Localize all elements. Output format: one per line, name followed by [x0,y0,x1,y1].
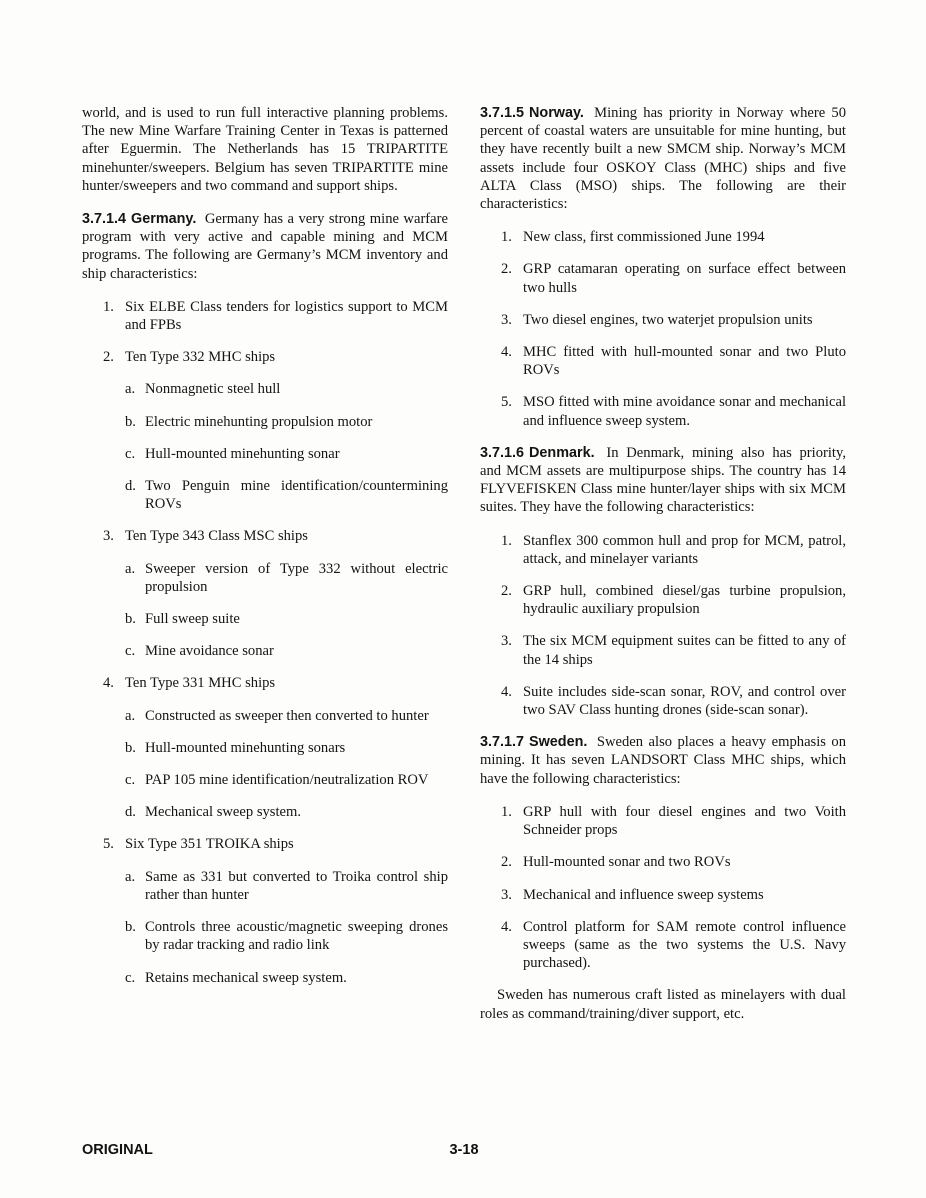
sub-item-text: Mine avoidance sonar [145,643,274,660]
sub-list-item [125,707,448,725]
list-item-text: Hull-mounted sonar and two ROVs [523,854,731,871]
list-item-text: Six Type 351 TROIKA ships [125,836,294,853]
sub-item-text: Two Penguin mine identification/countermining ROVs [145,478,448,513]
section-sweden-paragraph [480,733,846,788]
sub-item-label: a. [125,868,136,885]
sub-item-label: b. [125,739,136,756]
list-item-label: 3. [501,633,512,650]
list-item-label: 1. [501,803,512,820]
list-item-label: 1. [501,229,512,246]
list-item-text: New class, first commissioned June 1994 [523,229,765,246]
list-item [501,853,846,871]
section-germany-paragraph [82,210,448,283]
list-item-text: Control platform for SAM remote control influence sweeps (same as the two systems the U.S. Navy purchased). [523,918,846,972]
continuation-paragraph: world, and is used to run full interactive planning problems. The new Mine Warfare Training Center in Texas is patterned after Eguermin. The Netherlands has 15 TRIPARTITE minehunter/sweepers. Belgium has seven TRIPARTITE mine hunter/sweepers and two command and support ships. [82,105,448,194]
sub-list-item [125,803,448,821]
section-germany [82,210,448,987]
section-denmark-lead-text: In Denmark, mining also has priority, and MCM assets are multipurpose ships. The country has 14 FLYVEFISKEN Class mine hunter/layer ships with six MCM suites. They have the following characteristics: [480,444,846,516]
section-norway-paragraph [480,104,846,213]
list-item [103,835,448,853]
sub-item-text: Hull-mounted minehunting sonars [145,739,346,756]
list-item [501,683,846,719]
sweden-characteristics-list [480,803,846,972]
list-item-label: 4. [103,675,114,692]
section-sweden-number: 3.7.1.7 [480,734,525,751]
list-item-text: MHC fitted with hull-mounted sonar and two Pluto ROVs [523,344,846,379]
sub-item-text: PAP 105 mine identification/neutralization ROV [145,772,429,789]
list-item-label: 1. [501,532,512,549]
section-norway [480,104,846,430]
sub-item-label: c. [125,643,136,660]
sub-item-label: b. [125,611,136,628]
left-column [82,104,448,1038]
section-denmark-number: 3.7.1.6 [480,444,525,461]
sub-list-item [125,380,448,398]
denmark-characteristics-list [480,532,846,720]
sub-list-item [125,868,448,904]
sub-list-item [125,477,448,513]
list-item-text: The six MCM equipment suites can be fitted to any of the 14 ships [523,633,846,668]
list-item-text: Two diesel engines, two waterjet propulsion units [523,311,813,328]
list-item-text: MSO fitted with mine avoidance sonar and mechanical and influence sweep system. [523,394,846,429]
sub-item-label: c. [125,445,136,462]
list-item [501,532,846,568]
list-item-text: GRP hull, combined diesel/gas turbine propulsion, hydraulic auxiliary propulsion [523,583,846,618]
sub-item-label: d. [125,804,136,821]
sub-item-label: a. [125,707,136,724]
section-norway-lead-text: Mining has priority in Norway where 50 percent of coastal waters are unsuitable for mine hunting, but they have recently built a new SMCM ship. Norway’s MCM assets include four OSKOY Class (MHC) ships and five ALTA Class (MSO) ships. The following are their characteristics: [480,105,846,213]
sub-item-text: Nonmagnetic steel hull [145,381,281,398]
sub-list-item [125,739,448,757]
list-item-label: 3. [103,528,114,545]
list-item-text: Ten Type 343 Class MSC ships [125,528,308,545]
sub-item-text: Hull-mounted minehunting sonar [145,445,340,462]
list-item [103,348,448,366]
list-item-text: Stanflex 300 common hull and prop for MCM, patrol, attack, and minelayer variants [523,532,846,567]
sub-item-text: Retains mechanical sweep system. [145,969,347,986]
section-norway-title: Norway. [529,105,584,121]
footer-page-number: 3-18 [449,1142,479,1158]
sub-list-item [125,642,448,660]
list-item-text: GRP hull with four diesel engines and two Voith Schneider props [523,803,846,839]
sub-item-text: Same as 331 but converted to Troika control ship rather than hunter [145,868,448,903]
section-norway-number: 3.7.1.5 [480,105,525,121]
list-item-text: Six ELBE Class tenders for logistics support to MCM and FPBs [125,298,448,334]
sub-item-text: Controls three acoustic/magnetic sweeping drones by radar tracking and radio link [145,919,448,954]
list-item-label: 4. [501,918,512,935]
sub-list [125,707,448,822]
sub-list-item [125,413,448,431]
sub-list [125,380,448,513]
list-item-text: Ten Type 332 MHC ships [125,349,276,366]
sub-list-item [125,445,448,463]
sub-item-label: a. [125,381,136,398]
norway-characteristics-list [480,228,846,430]
section-sweden-title: Sweden. [529,734,588,751]
sub-item-label: c. [125,969,136,986]
sub-list [125,560,448,661]
list-item [103,298,448,334]
sub-item-text: Electric minehunting propulsion motor [145,413,373,430]
list-item-label: 2. [501,854,512,871]
sub-item-label: b. [125,413,136,430]
list-item-label: 3. [501,311,512,328]
section-germany-lead-text: Germany has a very strong mine warfare program with very active and capable mining and MCM programs. The following are Germany’s MCM inventory and ship characteristics: [82,211,448,282]
sub-item-label: a. [125,560,136,577]
list-item-label: 4. [501,344,512,361]
list-item-label: 1. [103,298,114,315]
sub-item-text: Sweeper version of Type 332 without electric propulsion [145,560,448,595]
list-item [501,228,846,246]
list-item-text: Ten Type 331 MHC ships [125,675,276,692]
list-item [501,632,846,668]
sub-item-label: b. [125,919,136,936]
list-item-label: 5. [501,394,512,411]
list-item-label: 2. [103,349,114,366]
list-item-text: Mechanical and influence sweep systems [523,886,764,903]
list-item [501,343,846,379]
right-column [480,104,846,1038]
list-item-text: Suite includes side-scan sonar, ROV, and control over two SAV Class hunting drones (side-scan sonar). [523,683,846,719]
page-content [82,104,846,1038]
list-item [501,582,846,618]
list-item-label: 3. [501,886,512,903]
list-item-text: GRP catamaran operating on surface effect between two hulls [523,261,846,296]
list-item-label: 5. [103,836,114,853]
sub-list-item [125,771,448,789]
list-item-label: 4. [501,683,512,700]
list-item [501,311,846,329]
section-germany-number: 3.7.1.4 [82,211,127,228]
section-denmark [480,444,846,719]
list-item-label: 2. [501,583,512,600]
sub-item-text: Mechanical sweep system. [145,804,302,821]
section-sweden-lead-text: Sweden also places a heavy emphasis on mining. It has seven LANDSORT Class MHC ships, which have the following characteristics: [480,734,847,787]
germany-characteristics-list [82,298,448,987]
section-germany-title: Germany. [131,211,197,228]
sub-list-item [125,560,448,596]
sub-list-item [125,918,448,954]
sub-list [125,868,448,987]
sub-item-text: Full sweep suite [145,611,240,628]
list-item [501,918,846,973]
list-item-label: 2. [501,261,512,278]
list-item [103,674,448,692]
section-denmark-paragraph [480,444,846,517]
sub-item-text: Constructed as sweeper then converted to hunter [145,707,429,724]
sub-list-item [125,610,448,628]
sub-list-item [125,969,448,987]
sweden-closing-paragraph: Sweden has numerous craft listed as minelayers with dual roles as command/training/diver support, etc. [480,987,846,1022]
list-item [501,260,846,296]
section-denmark-title: Denmark. [529,444,595,461]
list-item [501,886,846,904]
list-item [103,527,448,545]
section-sweden [480,733,846,972]
sub-item-label: d. [125,478,136,495]
footer-edition-label: ORIGINAL [82,1142,153,1158]
list-item [501,803,846,839]
sub-item-label: c. [125,772,136,789]
list-item [501,393,846,429]
